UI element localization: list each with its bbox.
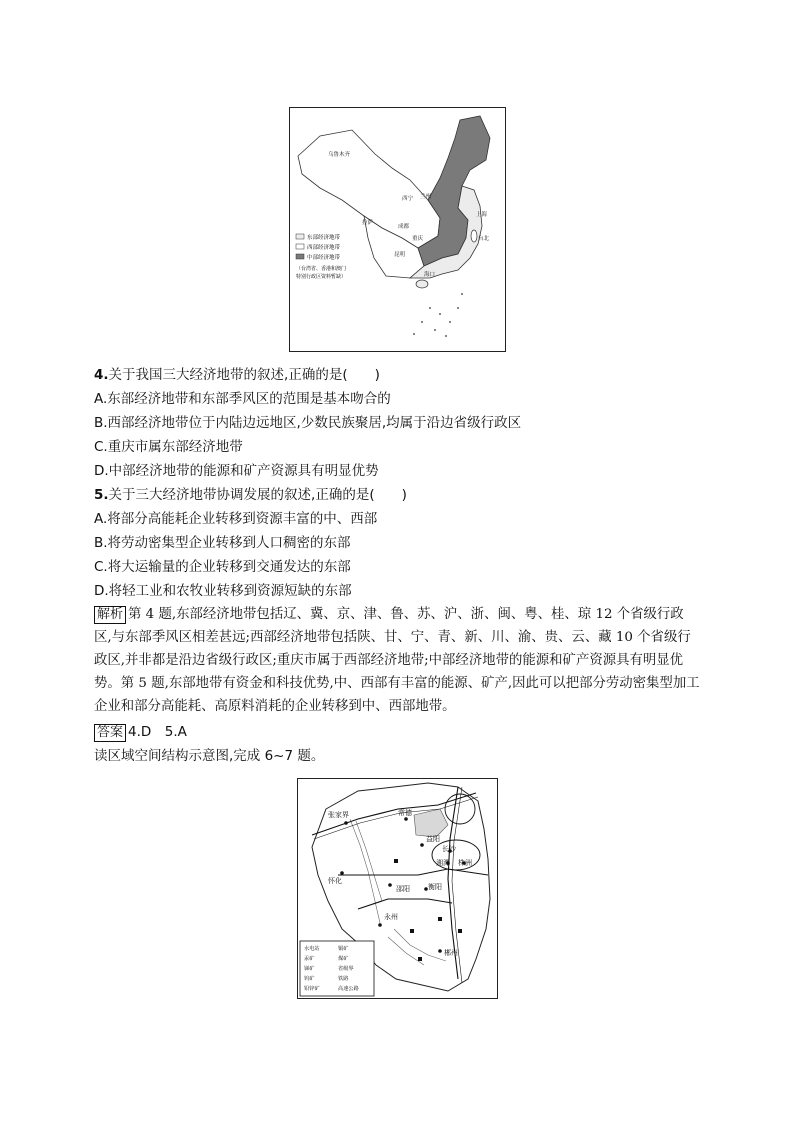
hainan-island [416, 280, 428, 288]
place-label: 海口 [424, 272, 436, 278]
place-label: 邵阳 [396, 885, 410, 893]
legend-label-central: 中部经济地带 [307, 255, 341, 261]
place-label: 西宁 [402, 196, 414, 202]
legend-item: 煤矿 [338, 956, 349, 962]
place-label: 昆明 [394, 252, 406, 258]
question-5-option-b: B.将劳动密集型企业转移到人口稠密的东部 [94, 535, 351, 551]
place-label: 永州 [384, 913, 398, 921]
place-label: 湘潭 [436, 859, 450, 867]
question-4-option-a: A.东部经济地带和东部季风区的范围是基本吻合的 [94, 391, 391, 407]
question-4-option-b: B.西部经济地带位于内陆边远地区,少数民族聚居,均属于沿边省级行政区 [94, 415, 522, 431]
regional-structure-map [297, 778, 498, 999]
question-5-option-a: A.将部分高能耗企业转移到资源丰富的中、西部 [94, 511, 378, 527]
region-map-svg [298, 779, 497, 998]
place-label: 怀化 [328, 877, 342, 885]
place-label: 乌鲁木齐 [328, 152, 351, 158]
answer-text: 4.D 5.A [128, 724, 187, 740]
legend-label-west: 西部经济地带 [307, 245, 341, 251]
place-label: 上海 [476, 212, 488, 218]
legend-swatch-central [296, 254, 304, 259]
place-label: 衡阳 [428, 883, 442, 891]
legend-item: 省级界 [338, 966, 354, 972]
legend-item: 铅锌矿 [304, 986, 320, 992]
question-4-option-d: D.中部经济地带的能源和矿产资源具有明显优势 [94, 463, 379, 479]
question-5-option-c: C.将大运输量的企业转移到交通发达的东部 [94, 559, 351, 575]
answer-label: 答案 [94, 724, 126, 742]
legend-item: 铁路 [338, 976, 349, 982]
place-label: 成都 [398, 224, 410, 230]
legend-note-line: （台湾省、香港和澳门 [296, 266, 347, 272]
question-4-option-c: C.重庆市属东部经济地带 [94, 439, 243, 455]
place-label: 拉萨 [362, 220, 374, 226]
legend-swatch-east [296, 234, 304, 239]
answer-line [94, 723, 187, 742]
economic-belts-map [289, 107, 506, 352]
question-number: 5. [94, 487, 109, 503]
legend-item: 锑矿 [304, 966, 315, 972]
place-label: 株洲 [458, 859, 472, 867]
legend-swatch-west [296, 244, 304, 249]
legend-item: 高速公路 [338, 986, 359, 992]
question-intro: 读区域空间结构示意图,完成 6~7 题。 [94, 748, 325, 764]
question-5-stem: 5.关于三大经济地带协调发展的叙述,正确的是( ) [94, 487, 407, 503]
analysis-text: 第 4 题,东部经济地带包括辽、冀、京、津、鲁、苏、沪、浙、闽、粤、桂、琼 12 个省级行政区,与东部季风区相差甚远;西部经济地带包括陕、甘、宁、青、新、川、渝、贵、云、藏 10 个省级行政区,并非都是沿边省级行政区;重庆市属于西部经济地带;中部经济地带的能源和矿产资源具有明显优势。第 5 题,东部地带有资金和科技优势,中、西部有丰富的能源、矿产,因此可以把部分劳动密集型加工企业和部分高能耗、高原料消耗的企业转移到中、西部地带。 [94, 607, 700, 714]
legend-item: 钨矿 [304, 976, 315, 982]
taiwan-island [471, 230, 477, 242]
legend-note-line: 特别行政区资料暂缺） [296, 274, 347, 280]
analysis-label: 解析 [94, 606, 126, 624]
china-map-svg [290, 108, 505, 351]
question-4-stem: 4.关于我国三大经济地带的叙述,正确的是( ) [94, 367, 380, 383]
place-label: 重庆 [412, 236, 424, 242]
place-label: 长沙 [442, 845, 456, 853]
place-label: 常德 [398, 809, 412, 817]
central-belt-region [418, 116, 490, 266]
place-label: 兰州 [420, 194, 432, 200]
legend-item: 汞矿 [304, 956, 315, 962]
question-number: 4. [94, 367, 109, 383]
place-label: 台北 [478, 236, 490, 242]
question-5-option-d: D.将轻工业和农牧业转移到资源短缺的东部 [94, 583, 352, 599]
legend-label-east: 东部经济地带 [307, 235, 341, 241]
legend-item: 铜矿 [338, 946, 349, 952]
legend-item: 水电站 [304, 946, 320, 952]
place-label: 张家界 [328, 811, 349, 819]
south-sea-islands [413, 293, 463, 337]
analysis-paragraph [94, 603, 700, 718]
place-label: 益阳 [426, 835, 440, 843]
place-label: 郴州 [444, 949, 458, 957]
